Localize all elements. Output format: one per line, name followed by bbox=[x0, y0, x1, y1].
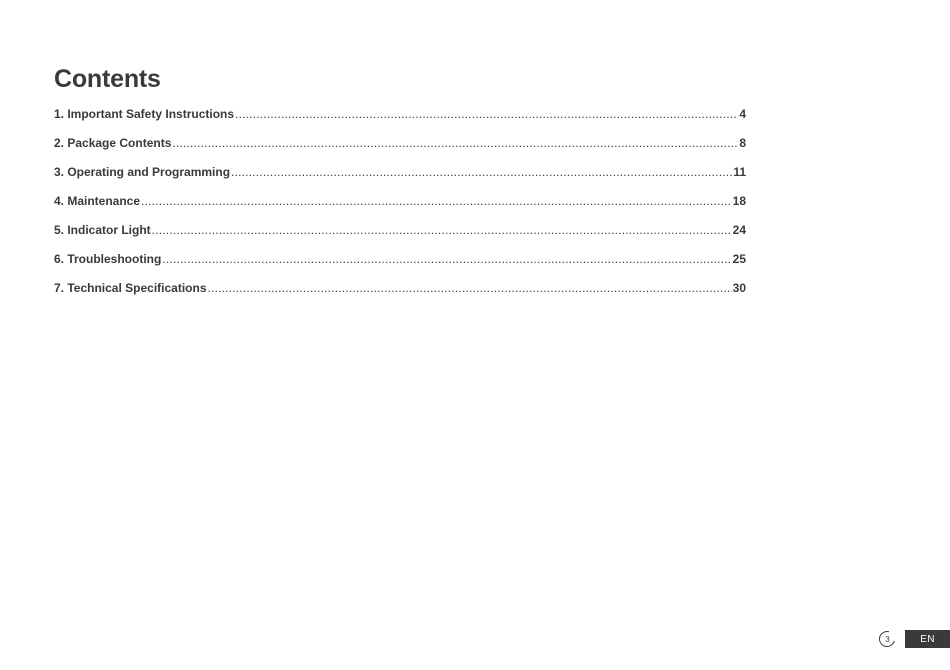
toc-dot-leader bbox=[172, 133, 738, 153]
toc-entry[interactable] bbox=[54, 220, 746, 249]
toc-entry-label: 3. Operating and Programming bbox=[54, 165, 231, 179]
page-number: 3 bbox=[884, 634, 890, 644]
toc-entry[interactable] bbox=[54, 249, 746, 278]
toc-entry-label: 2. Package Contents bbox=[54, 136, 172, 150]
toc-dot-leader bbox=[235, 104, 738, 124]
toc-entry-page: 18 bbox=[732, 194, 746, 208]
toc-entry-page: 30 bbox=[732, 281, 746, 295]
toc-entry-label: 6. Troubleshooting bbox=[54, 252, 162, 266]
toc-entry[interactable] bbox=[54, 133, 746, 162]
table-of-contents bbox=[54, 104, 746, 307]
toc-entry-label: 7. Technical Specifications bbox=[54, 281, 207, 295]
page-title: Contents bbox=[54, 65, 161, 93]
toc-entry-page: 4 bbox=[739, 107, 746, 121]
toc-entry-label: 4. Maintenance bbox=[54, 194, 141, 208]
toc-dot-leader bbox=[231, 162, 732, 182]
toc-entry[interactable] bbox=[54, 162, 746, 191]
toc-entry[interactable] bbox=[54, 191, 746, 220]
language-badge: EN bbox=[905, 630, 950, 648]
toc-entry-label: 1. Important Safety Instructions bbox=[54, 107, 235, 121]
toc-dot-leader bbox=[162, 249, 731, 269]
page-number-circle-icon bbox=[876, 628, 898, 650]
toc-entry[interactable] bbox=[54, 278, 746, 307]
toc-entry-page: 8 bbox=[739, 136, 746, 150]
toc-entry-page: 24 bbox=[732, 223, 746, 237]
toc-entry-label: 5. Indicator Light bbox=[54, 223, 151, 237]
toc-entry-page: 25 bbox=[732, 252, 746, 266]
toc-dot-leader bbox=[152, 220, 732, 240]
toc-entry-page: 11 bbox=[733, 165, 746, 179]
toc-dot-leader bbox=[141, 191, 732, 211]
page-footer bbox=[879, 629, 950, 649]
toc-dot-leader bbox=[208, 278, 732, 298]
toc-entry[interactable] bbox=[54, 104, 746, 133]
